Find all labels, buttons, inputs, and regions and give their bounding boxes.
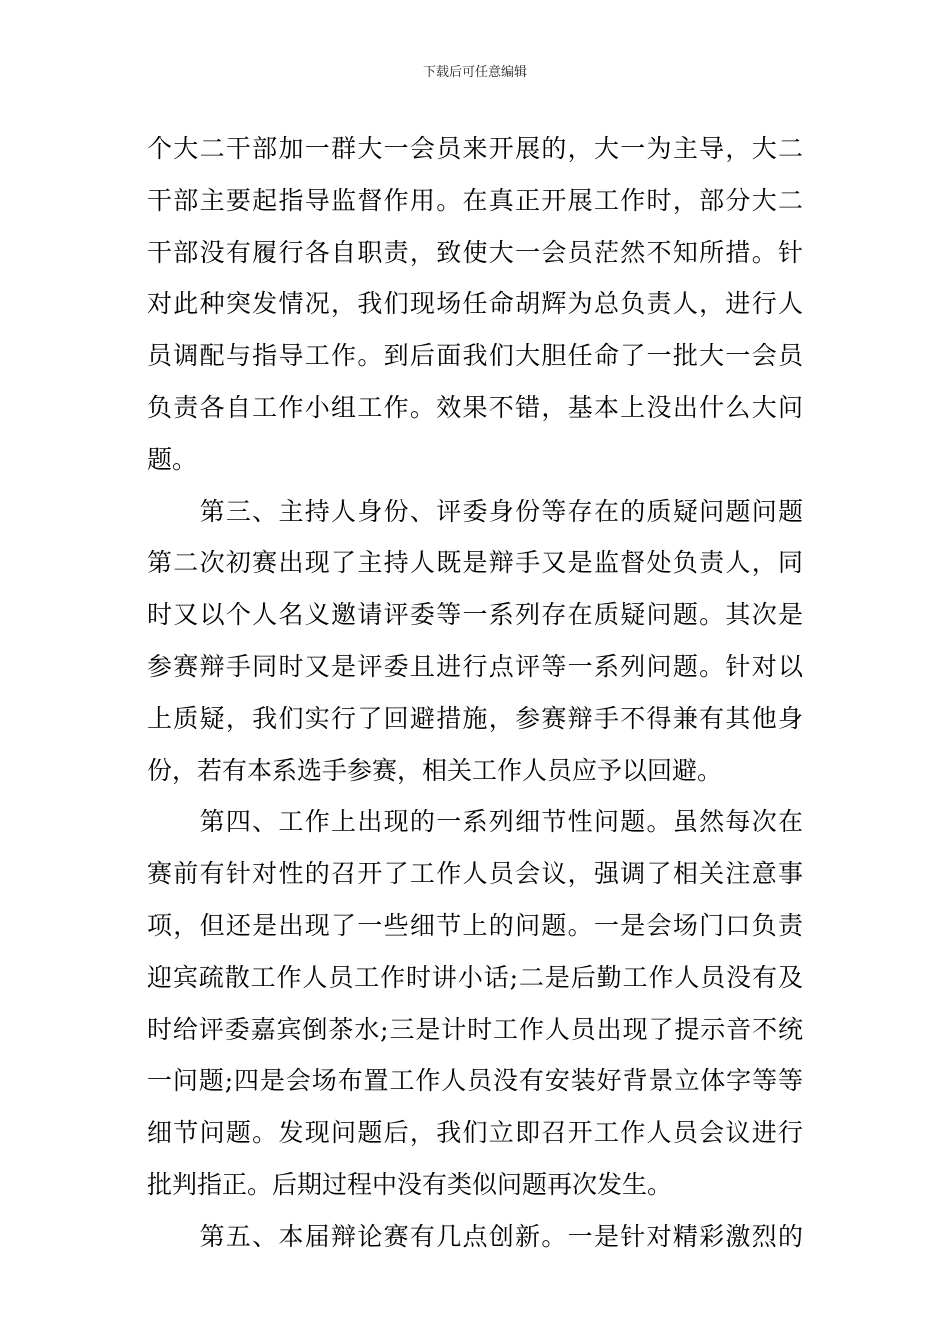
text-line: 时给评委嘉宾倒茶水;三是计时工作人员出现了提示音不统 — [147, 1014, 803, 1044]
text-line: 对此种突发情况，我们现场任命胡辉为总负责人，进行人 — [147, 289, 803, 319]
document-body — [147, 123, 803, 1263]
text-line: 第四、工作上出现的一系列细节性问题。虽然每次在 — [147, 807, 803, 837]
text-line: 项，但还是出现了一些细节上的问题。一是会场门口负责 — [147, 910, 803, 940]
text-line: 参赛辩手同时又是评委且进行点评等一系列问题。针对以 — [147, 651, 803, 681]
text-line: 时又以个人名义邀请评委等一系列存在质疑问题。其次是 — [147, 600, 803, 630]
text-line: 细节问题。发现问题后，我们立即召开工作人员会议进行 — [147, 1118, 803, 1148]
text-line: 第三、主持人身份、评委身份等存在的质疑问题问题 — [147, 496, 803, 526]
text-line: 员调配与指导工作。到后面我们大胆任命了一批大一会员 — [147, 341, 803, 371]
text-line: 负责各自工作小组工作。效果不错，基本上没出什么大问 — [147, 392, 803, 422]
text-line: 干部没有履行各自职责，致使大一会员茫然不知所措。针 — [147, 237, 803, 267]
text-line: 题。 — [147, 444, 198, 474]
text-line: 份，若有本系选手参赛，相关工作人员应予以回避。 — [147, 755, 723, 785]
text-line: 个大二干部加一群大一会员来开展的，大一为主导，大二 — [147, 134, 803, 163]
page-header: 下载后可任意编辑 — [422, 65, 527, 80]
text-line: 迎宾疏散工作人员工作时讲小话;二是后勤工作人员没有及 — [147, 962, 803, 992]
text-line: 干部主要起指导监督作用。在真正开展工作时，部分大二 — [147, 185, 803, 215]
text-line: 第二次初赛出现了主持人既是辩手又是监督处负责人，同 — [147, 548, 803, 578]
text-line: 一问题;四是会场布置工作人员没有安装好背景立体字等等 — [147, 1066, 803, 1096]
text-line: 批判指正。后期过程中没有类似问题再次发生。 — [147, 1169, 673, 1199]
text-line: 赛前有针对性的召开了工作人员会议，强调了相关注意事 — [147, 859, 803, 889]
text-line: 第五、本届辩论赛有几点创新。一是针对精彩激烈的 — [147, 1221, 803, 1251]
text-line: 上质疑，我们实行了回避措施，参赛辩手不得兼有其他身 — [147, 703, 803, 733]
